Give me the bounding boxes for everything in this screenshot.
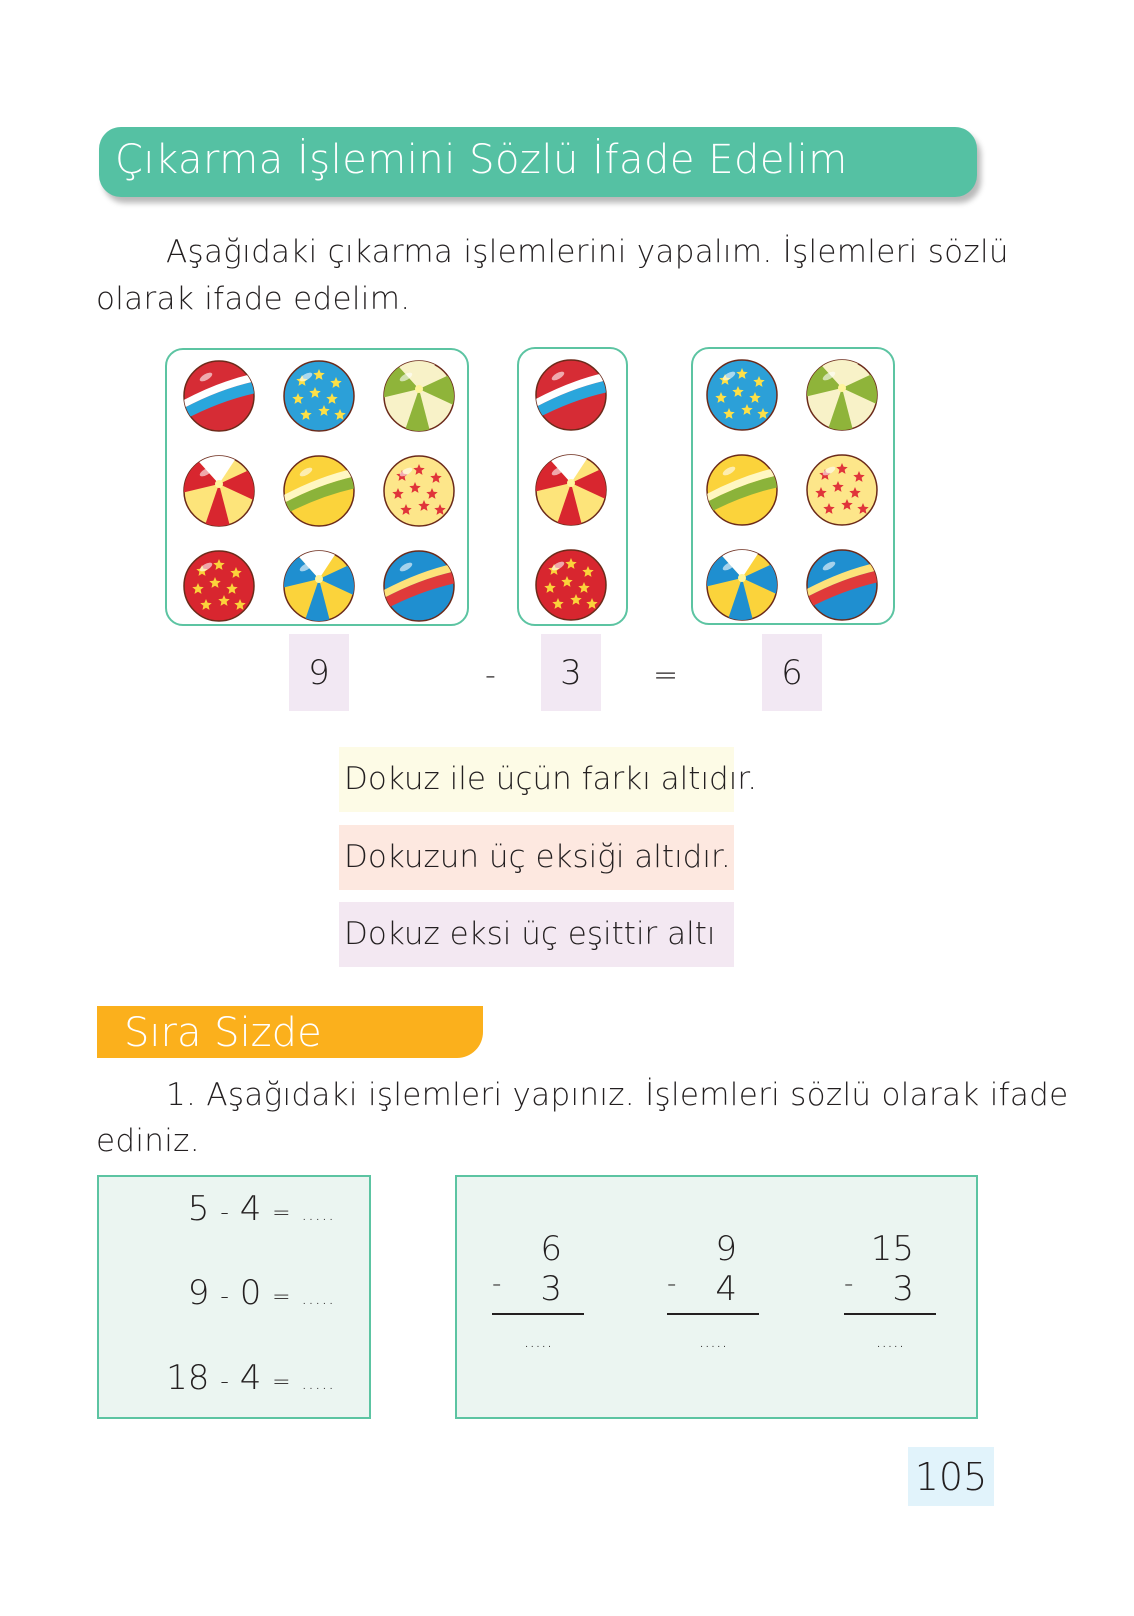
answer-blank[interactable]: ..... bbox=[523, 1331, 553, 1352]
exercise-row: 5 - 4 = ..... bbox=[187, 1189, 335, 1229]
page-number: 105 bbox=[908, 1447, 994, 1506]
answer-blank[interactable]: ..... bbox=[301, 1288, 335, 1309]
answer-blank[interactable]: ..... bbox=[875, 1331, 905, 1352]
ball-group-remaining bbox=[691, 347, 895, 625]
sentence-difference: Dokuz ile üçün farkı altıdır. bbox=[339, 747, 734, 812]
task-text-line1: 1. Aşağıdaki işlemleri yapınız. İşlemleri sözlü olarak ifade bbox=[166, 1077, 1069, 1113]
yellow-stripe-ball-icon bbox=[705, 453, 779, 527]
vertical-exercise: 15 - 3 ..... bbox=[844, 1229, 936, 1352]
blue-star-ball-icon bbox=[705, 358, 779, 432]
sentence-minus: Dokuz eksi üç eşittir altı bbox=[339, 902, 734, 967]
green-beach-ball-icon bbox=[805, 358, 879, 432]
answer-blank[interactable]: ..... bbox=[301, 1204, 335, 1225]
subtrahend-box: 3 bbox=[541, 634, 601, 711]
exercise-row: 9 - 0 = ..... bbox=[187, 1273, 335, 1313]
equals-sign: = bbox=[653, 658, 679, 693]
sentence-less: Dokuzun üç eksiği altıdır. bbox=[339, 825, 734, 890]
title-banner bbox=[99, 127, 977, 197]
blue-yellow-beach-ball-icon bbox=[282, 549, 356, 623]
blue-star-ball-icon bbox=[282, 359, 356, 433]
answer-blank[interactable]: ..... bbox=[301, 1373, 335, 1394]
yellow-star-ball-icon bbox=[382, 454, 456, 528]
answer-blank[interactable]: ..... bbox=[698, 1331, 728, 1352]
vertical-exercise: 9 - 4 ..... bbox=[667, 1229, 759, 1352]
red-stripe-ball-icon bbox=[534, 358, 608, 432]
exercise-row: 18 - 4 = ..... bbox=[166, 1358, 335, 1398]
section-banner bbox=[97, 1006, 483, 1058]
horizontal-exercises-box bbox=[97, 1175, 371, 1419]
red-star-ball-icon bbox=[182, 549, 256, 623]
ball-group-total bbox=[165, 348, 469, 626]
red-stripe-ball-icon bbox=[182, 359, 256, 433]
page-title: Çıkarma İşlemini Sözlü İfade Edelim bbox=[115, 137, 848, 183]
blue-stripe-ball-icon bbox=[805, 548, 879, 622]
blue-yellow-beach-ball-icon bbox=[705, 548, 779, 622]
green-beach-ball-icon bbox=[382, 359, 456, 433]
intro-text-line2: olarak ifade edelim. bbox=[96, 281, 411, 317]
red-star-ball-icon bbox=[534, 548, 608, 622]
vertical-exercise: 6 - 3 ..... bbox=[492, 1229, 584, 1352]
ball-group-removed bbox=[517, 347, 628, 626]
minuend-box: 9 bbox=[289, 634, 349, 711]
red-yellow-beach-ball-icon bbox=[534, 453, 608, 527]
red-yellow-beach-ball-icon bbox=[182, 454, 256, 528]
task-text-line2: ediniz. bbox=[96, 1123, 200, 1159]
minus-sign: - bbox=[485, 658, 496, 693]
yellow-star-ball-icon bbox=[805, 453, 879, 527]
blue-stripe-ball-icon bbox=[382, 549, 456, 623]
vertical-exercises-box bbox=[455, 1175, 978, 1419]
intro-text-line1: Aşağıdaki çıkarma işlemlerini yapalım. İşlemleri sözlü bbox=[166, 234, 1009, 270]
yellow-stripe-ball-icon bbox=[282, 454, 356, 528]
section-title: Sıra Sizde bbox=[124, 1010, 322, 1056]
result-box: 6 bbox=[762, 634, 822, 711]
